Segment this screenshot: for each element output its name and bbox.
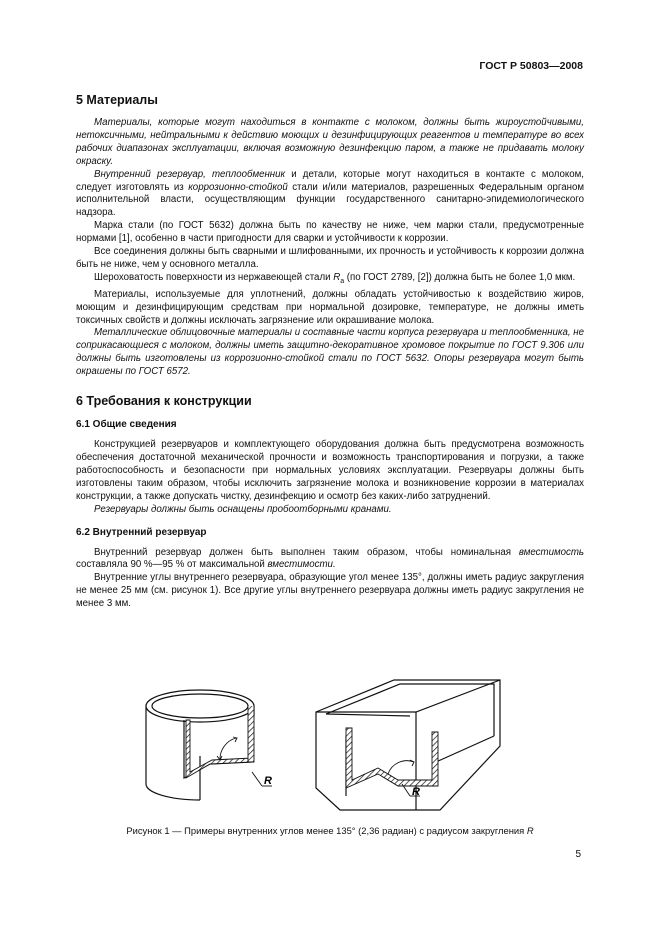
box-tank-drawing <box>316 680 500 810</box>
cylinder-tank-drawing <box>146 690 272 800</box>
s5-paragraph-3: Марка стали (по ГОСТ 5632) должна быть по качеству не ниже, чем марки стали, предусмотренные нормами [1], особенно в части пригодности для сварки и устойчивости к коррозии. <box>76 220 584 245</box>
section-6-title: 6 Требования к конструкции <box>76 394 252 409</box>
main-text <box>76 92 584 611</box>
section-5-title: 5 Материалы <box>76 93 158 107</box>
cylinder-radius-label: R <box>264 775 272 787</box>
s5-paragraph-7: Металлические облицовочные материалы и составные части корпуса резервуара и теплообменника, не соприкасающиеся с молоком, должны иметь защитно-декоративное хромовое покрытие по ГОСТ 9.306 или должны быть изготовлены из коррозионно-стойкой стали по ГОСТ 5632. Опоры резервуара могут быть окрашены по ГОСТ 6572. <box>76 327 584 378</box>
s5-paragraph-5: Шероховатость поверхности из нержавеющей стали $R_a$ (по ГОСТ 2789, [2]) должна быть не более 1,0 мкм. <box>94 271 576 285</box>
subsection-6-1-title: 6.1 Общие сведения <box>76 419 177 431</box>
s6-1-paragraph-1: Конструкцией резервуаров и комплектующего оборудования должна быть предусмотрена возможность обеспечения достаточной механической прочности и возможность транспортирования и погрузки, а также работоспособность и безопасности при нормальных условиях эксплуатации. Резервуары должны быть изготовлены таким образом, чтобы исключить загрязнение молока и возникновение коррозии в материалах конструкции, а также допускать чистку, дезинфекцию и осмотр без каких-либо затруднений. <box>76 439 584 502</box>
s6-1-paragraph-2: Резервуары должны быть оснащены пробоотборными кранами. <box>94 503 392 515</box>
s6-2-paragraph-2: Внутренние углы внутреннего резервуара, образующие угол менее 135°, должны иметь радиус закругления не менее 25 мм (см. рисунок 1). Все другие углы внутреннего резервуара должны иметь радиус закругления не менее 3 мм. <box>76 572 584 610</box>
s6-2-paragraph-1: Внутренний резервуар должен быть выполнен таким образом, чтобы номинальная вместимость составляла 90 %—95 % от максимальной вместимости. <box>76 546 584 571</box>
figure-1-drawing <box>140 676 510 816</box>
page-number: 5 <box>575 849 581 860</box>
document-id: ГОСТ Р 50803—2008 <box>479 60 583 72</box>
figure-1-caption: Рисунок 1 — Примеры внутренних углов менее 135° (2,36 радиан) с радиусом закругления R <box>126 825 534 836</box>
subsection-6-2-title: 6.2 Внутренний резервуар <box>76 526 207 538</box>
s5-paragraph-2: Внутренний резервуар, теплообменник и детали, которые могут находиться в контакте с молоком, следует изготовлять из коррозионно-стойкой стали и/или материалов, разрешенных Федеральным органом исполнительной власти, осуществляющим функции государственного санитарно-эпидемиологического надзора. <box>76 168 584 219</box>
s5-paragraph-4: Все соединения должны быть сварными и шлифованными, их прочность и устойчивость к коррозии должна быть не ниже, чем у основного металла. <box>76 246 584 270</box>
s5-paragraph-6: Материалы, используемые для уплотнений, должны обладать устойчивостью к воздействию жиров, моющим и дезинфицирующим средствам при нормальной дозировке, температуре, не должны иметь токсичных свойств и должны исключать загрязнение или окрашивание молока. <box>76 288 584 326</box>
s5-paragraph-1: Материалы, которые могут находиться в контакте с молоком, должны быть жироустойчивыми, нетоксичными, нейтральными к действию моющих и дезинфицирующих реагентов и температуре во всех рабочих диапазонах эксплуатации, включая возможную дезинфекцию паром, а также не придавать молоку окраску. <box>76 117 584 167</box>
box-radius-label: R <box>412 786 420 798</box>
